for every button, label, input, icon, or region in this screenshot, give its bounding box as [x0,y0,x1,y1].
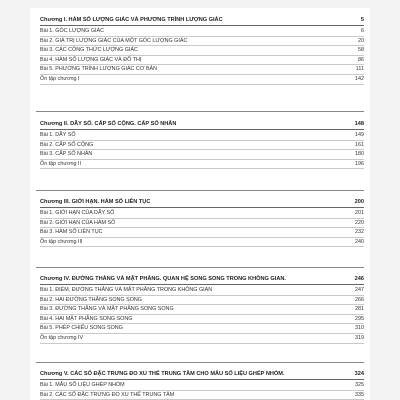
entry-label: Ôn tập chương IV [40,334,84,341]
chapter-heading[interactable] [40,275,364,285]
entry-page-number: 201 [355,210,364,216]
entry-label: Bài 2. GIỚI HẠN CỦA HÀM SỐ [40,219,116,226]
entry-label: Bài 3. CÁC CÔNG THỨC LƯỢNG GIÁC [40,47,138,54]
entry-label: Bài 1. ĐIỂM, ĐƯỜNG THẲNG VÀ MẶT PHẲNG TRONG KHÔNG GIAN [40,287,213,293]
entry-page-number: 161 [355,141,364,148]
entry-label: Bài 2. CÁC SỐ ĐẶC TRƯNG ĐO XU THẾ TRUNG TÂM [40,391,175,398]
entry-page-number: 142 [355,75,364,82]
chapter-title: Chương IV. ĐƯỜNG THẲNG VÀ MẶT PHẲNG. QUAN HỆ SONG SONG TRONG KHÔNG GIAN. [40,276,286,282]
entry-label: Bài 2. HAI ĐƯỜNG THẲNG SONG SONG [40,296,142,303]
entry-label: Bài 3. CẤP SỐ NHÂN [40,151,93,158]
entry-page-number: 20 [358,37,364,44]
toc-entry[interactable] [40,286,364,296]
entry-label: Bài 1. DÃY SỐ [40,132,76,138]
toc-entry[interactable] [40,65,364,75]
entry-label: Bài 3. ĐƯỜNG THẲNG VÀ MẶT PHẲNG SONG SONG [40,306,174,313]
toc-entry[interactable] [40,56,364,66]
toc-entry[interactable] [40,131,364,141]
chapter-page-number: 246 [354,276,364,282]
entry-page-number: 196 [355,160,364,167]
toc-entry[interactable] [40,315,364,325]
entry-label: Ôn tập chương I [40,75,80,82]
toc-entry[interactable] [40,160,364,170]
entry-label: Bài 5. PHÉP CHIẾU SONG SONG [40,325,123,332]
toc-entry[interactable] [40,334,364,344]
entry-page-number: 319 [355,334,364,341]
entry-label: Bài 1. GÓC LƯỢNG GIÁC [40,28,105,34]
chapter-page-number: 200 [354,199,364,205]
toc-entry[interactable] [40,228,364,238]
entry-label: Bài 5. PHƯƠNG TRÌNH LƯỢNG GIÁC CƠ BẢN [40,66,158,73]
section-divider [36,111,364,112]
chapter-heading[interactable] [40,198,364,208]
entry-page-number: 58 [358,47,364,54]
chapter-heading[interactable] [40,16,364,26]
entry-page-number: 281 [355,306,364,313]
toc-entry[interactable] [40,305,364,315]
entry-label: Bài 2. CẤP SỐ CỘNG [40,141,94,148]
toc-entry[interactable] [40,37,364,47]
toc-entry[interactable] [40,75,364,85]
toc-entry[interactable] [40,150,364,160]
chapter-2-section [40,120,364,169]
entry-label: Bài 1. GIỚI HẠN CỦA DÃY SỐ [40,210,115,216]
chapter-5-section [40,370,364,400]
toc-entry[interactable] [40,238,364,248]
toc-entry[interactable] [40,46,364,56]
entry-label: Bài 2. GIÁ TRỊ LƯỢNG GIÁC CỦA MỘT GÓC LƯỢNG GIÁC [40,37,188,44]
chapter-page-number: 5 [360,17,364,23]
chapter-page-number: 148 [354,121,364,127]
entry-page-number: 266 [355,296,364,303]
entry-label: Ôn tập chương II [40,160,82,167]
chapter-title: Chương III. GIỚI HẠN. HÀM SỐ LIÊN TỤC [40,199,151,205]
entry-page-number: 310 [355,325,364,332]
section-divider [36,190,364,191]
chapter-3-section [40,198,364,247]
toc-entry[interactable] [40,296,364,306]
entry-page-number: 232 [355,229,364,236]
entry-page-number: 335 [355,391,364,398]
chapter-4-section [40,275,364,344]
entry-page-number: 111 [355,66,364,73]
toc-entry[interactable] [40,219,364,229]
chapter-1-section [40,16,364,85]
entry-page-number: 240 [355,238,364,245]
entry-label: Bài 3. HÀM SỐ LIÊN TỤC [40,229,103,236]
section-divider [36,267,364,268]
entry-page-number: 6 [361,28,364,34]
entry-page-number: 149 [355,132,364,138]
entry-label: Ôn tập chương III [40,238,83,245]
entry-label: Bài 1. MẪU SỐ LIỆU GHÉP NHÓM [40,382,125,388]
entry-page-number: 325 [355,382,364,388]
entry-page-number: 86 [358,56,364,63]
chapter-heading[interactable] [40,370,364,380]
section-divider [36,362,364,363]
entry-label: Bài 4. HAI MẶT PHẲNG SONG SONG [40,315,133,322]
table-of-contents-page [30,8,370,400]
toc-entry[interactable] [40,141,364,151]
toc-entry[interactable] [40,391,364,400]
chapter-title: Chương V. CÁC SỐ ĐẶC TRƯNG ĐO XU THẾ TRUNG TÂM CHO MẪU SỐ LIỆU GHÉP NHÓM. [40,371,285,377]
entry-page-number: 220 [355,219,364,226]
entry-page-number: 295 [355,315,364,322]
toc-entry[interactable] [40,381,364,391]
toc-entry[interactable] [40,209,364,219]
entry-page-number: 180 [355,151,364,158]
toc-entry[interactable] [40,324,364,334]
entry-label: Bài 4. HÀM SỐ LƯỢNG GIÁC VÀ ĐỒ THỊ [40,56,142,63]
chapter-title: Chương I. HÀM SỐ LƯỢNG GIÁC VÀ PHƯƠNG TRÌNH LƯỢNG GIÁC [40,17,223,23]
entry-page-number: 247 [355,287,364,293]
chapter-heading[interactable] [40,120,364,130]
toc-entry[interactable] [40,27,364,37]
chapter-title: Chương II. DÃY SỐ. CẤP SỐ CỘNG. CẤP SỐ NHÂN [40,121,177,127]
chapter-page-number: 324 [354,371,364,377]
